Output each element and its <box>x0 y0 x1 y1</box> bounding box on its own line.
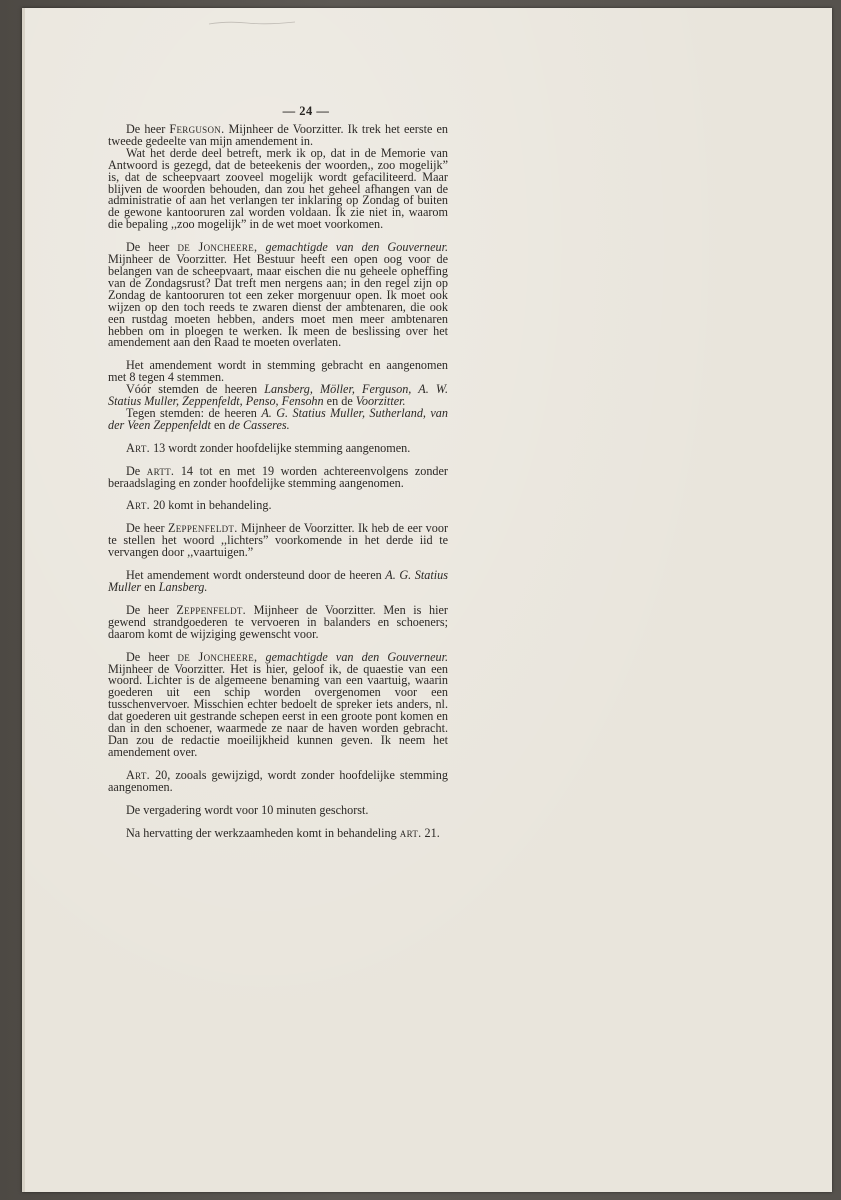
small-caps-text: de Joncheere, <box>177 649 258 664</box>
text-run: De <box>126 463 147 478</box>
text-run: Mijnheer de Voorzitter. Het is hier, geloof ik, de quaestie van een woord. Lichter is de algemeene benaming van een vaartuig, waarin goederen uit een schip worden overgenomen voor een tusschenvervoer. Misschien echter bedoelt de spreker iets anders, nl. dat goederen uit gestrande schepen eerst in een groote pont komen en dan in den schoener, waarmede ze naar de haven worden gebracht. Dan zou de redactie moeilijkheid kunnen geven. Ik neem het amendement over. <box>108 661 448 759</box>
paragraph <box>108 649 449 759</box>
text-run: en <box>141 580 159 594</box>
italic-text: Voorzitter. <box>355 394 406 409</box>
text-run: 13 wordt zonder hoofdelijke stemming aangenomen. <box>150 440 411 455</box>
italic-text: A. G. Statius Muller, Sutherland, van der Veen Zeppenfeldt <box>108 405 448 432</box>
paragraph <box>108 405 448 432</box>
text-run: 20, zooals gewijzigd, wordt zonder hoofdelijke stemming aangenomen. <box>108 767 448 794</box>
paragraph <box>108 463 448 490</box>
italic-text: gemachtigde van den Gouverneur. <box>265 240 449 255</box>
text-run: 14 tot en met 19 worden achtereenvolgens zonder beraadslaging en zonder hoofdelijke stemming aangenomen. <box>108 463 448 490</box>
text-run: Mijnheer de Voorzitter. Ik heb de eer voor te stellen het woord ,,lichters” voorkomende in het derde iid te vervangen door ,,vaartuigen.” <box>108 521 449 560</box>
faint-pencil-mark <box>207 20 297 26</box>
small-caps-text: Art. <box>126 440 151 455</box>
text-run: Mijnheer de Voorzitter. Men is hier gewend strandgoederen te vervoeren in balanders en schoeners; daarom komt de wijziging gewenscht voor. <box>108 602 448 641</box>
text-run: Mijnheer de Voorzitter. Ik trek het eerste en tweede gedeelte van mijn amendement in. <box>108 122 448 148</box>
paragraph <box>108 500 448 512</box>
paragraph <box>108 360 448 384</box>
text-run: De heer <box>126 122 170 136</box>
small-caps-text: de Joncheere, <box>177 240 258 255</box>
text-run: en de <box>323 394 356 409</box>
document-page <box>22 8 832 1192</box>
text-run: Het amendement wordt in stemming gebracht en aangenomen met 8 tegen 4 stemmen. <box>108 358 448 385</box>
paragraph <box>108 602 448 641</box>
text-run: De heer <box>126 240 178 255</box>
italic-text: A. G. Statius Muller <box>108 568 448 594</box>
paragraph <box>108 440 448 455</box>
italic-text: Lansberg, Möller, Ferguson, A. W. Statius Muller, Zeppenfeldt, Penso, Fensohn <box>108 382 448 409</box>
paragraph <box>108 242 448 349</box>
text-run: 21. <box>421 825 440 840</box>
text-run: De vergadering wordt voor 10 minuten geschorst. <box>126 802 369 817</box>
paragraph <box>108 825 448 840</box>
paragraph <box>108 570 448 594</box>
paragraph <box>108 802 448 817</box>
italic-text: Lansberg. <box>158 580 208 594</box>
text-run: 20 komt in behandeling. <box>150 498 272 513</box>
text-run: Mijnheer de Voorzitter. Het Bestuur heeft een open oog voor de belangen van de scheepvaart, maar eischen die nu geheele opheffing van de Zondagsrust? Dat treft men nergens aan; in den regel zijn op Zondag de kantooruren tot een zeker morgenuur open. Ik moet ook wijzen op den toch reeds te zwaren dienst der ambtenaren, die ook een rustdag moeten hebben, anders moet men meer ambtenaren hebben om in ploegen te werken. Ik meen de beslissing over het amendement aan den Raad te moeten overlaten. <box>108 252 448 350</box>
paragraph <box>108 523 448 559</box>
text-run: De heer <box>126 602 177 617</box>
paragraph <box>108 384 448 408</box>
small-caps-text: Zeppenfeldt. <box>176 602 247 617</box>
italic-text: gemachtigde van den Gouverneur. <box>265 649 449 664</box>
page-number: — 24 — <box>282 104 330 118</box>
paragraph <box>108 145 448 232</box>
italic-text: de Casseres. <box>228 417 290 432</box>
text-run: Na hervatting der werkzaamheden komt in behandeling <box>126 825 400 840</box>
text-run: Tegen stemden: de heeren <box>126 405 262 420</box>
text-run: De heer <box>126 521 168 536</box>
text-run: De heer <box>126 649 178 664</box>
paragraph <box>108 767 448 794</box>
small-caps-text: Art. <box>126 498 151 513</box>
small-caps-text: art. <box>399 825 422 840</box>
page-edge <box>22 8 25 1192</box>
text-column <box>108 124 448 839</box>
text-run: Het amendement wordt ondersteund door de heeren <box>126 568 386 583</box>
small-caps-text: Ferguson. <box>169 122 225 136</box>
text-run: en <box>210 417 229 432</box>
small-caps-text: artt. <box>146 463 175 478</box>
small-caps-text: Art. <box>126 767 151 782</box>
paragraph <box>108 124 448 148</box>
text-run: Wat het derde deel betreft, merk ik op, dat in de Memorie van Antwoord is gezegd, dat de beteekenis der woorden,, zoo mogelijk” is, dat de scheepvaart zooveel mogelijk wordt gefaciliteerd. Maar blijven de woorden behouden, dan zou het geheel afhangen van de administratie of aan het verlangen ter inklaring op Zondag of buiten de gewone kantooruren zal worden voldaan. Ik zie niet in, waarom die bepaling ,,zoo mogelijk” in de wet moet voorkomen. <box>108 145 448 232</box>
text-run: Vóór stemden de heeren <box>126 382 265 397</box>
small-caps-text: Zeppenfeldt. <box>167 521 238 536</box>
